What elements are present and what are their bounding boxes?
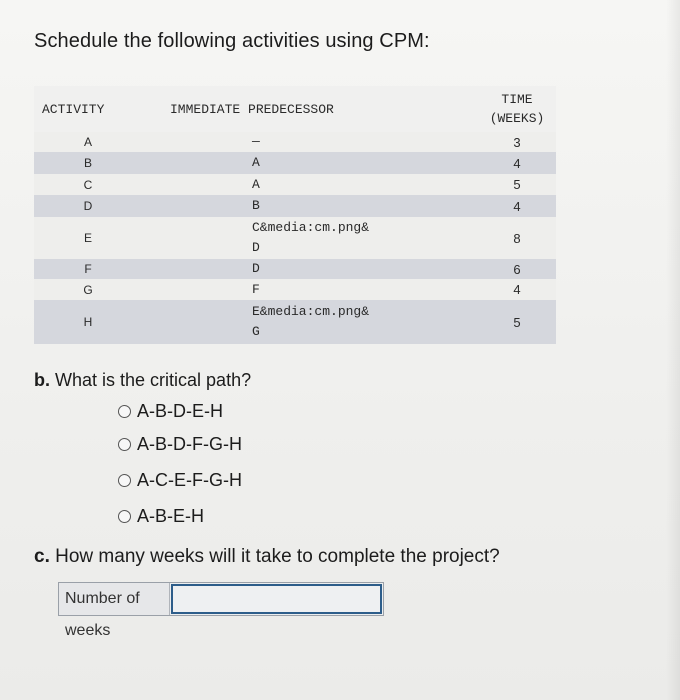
option-label: A-B-D-E-H (137, 400, 223, 421)
option-label: A-B-E-H (137, 505, 204, 526)
weeks-input-label: Number of weeks (59, 583, 170, 615)
question-c (34, 546, 500, 568)
question-b-label: b. (34, 370, 50, 390)
time-cell: 5 (513, 177, 521, 192)
activity-cell: B (83, 156, 92, 170)
cpm-table (34, 86, 556, 344)
dash: — (252, 134, 260, 149)
time-cell: 4 (513, 282, 521, 297)
activity-cell: G (83, 282, 93, 297)
time-cell: 6 (513, 261, 521, 277)
activity-cell: H (83, 315, 93, 329)
table-row (34, 217, 556, 259)
weeks-answer-field (58, 582, 384, 639)
weeks-input[interactable] (171, 584, 382, 614)
option-a-b-d-f-g-h[interactable] (118, 426, 242, 462)
predecessor-cell: A (252, 176, 260, 192)
predecessor-line: G (252, 324, 260, 339)
option-label: A-B-D-F-G-H (137, 433, 242, 454)
table-row (34, 300, 556, 344)
header-activity: ACTIVITY (42, 101, 105, 117)
predecessor-cell: F (252, 281, 260, 297)
predecessor-line: D (252, 240, 260, 255)
time-cell: 4 (513, 198, 521, 214)
table-row (34, 152, 556, 174)
question-c-label: c. (34, 546, 50, 567)
time-cell: 4 (513, 155, 521, 171)
radio-button[interactable] (118, 405, 131, 418)
option-a-c-e-f-g-h[interactable] (118, 462, 242, 498)
predecessor-cell: D (252, 261, 260, 276)
table-row (34, 259, 556, 279)
header-predecessor: IMMEDIATE PREDECESSOR (170, 101, 334, 117)
table-row (34, 132, 556, 152)
question-b-text: What is the critical path? (50, 370, 252, 390)
time-cell: 3 (513, 134, 521, 150)
predecessor-line: E⁠&media:cm.png⁠& (252, 304, 370, 319)
time-cell: 5 (513, 314, 521, 330)
option-a-b-d-e-h[interactable] (118, 396, 242, 426)
table-row (34, 174, 556, 195)
activity-cell: F (84, 262, 92, 276)
header-time-line2: (WEEKS) (489, 111, 545, 126)
header-time-line1: TIME (501, 92, 533, 107)
activity-cell: E (83, 231, 92, 245)
option-label: A-C-E-F-G-H (137, 469, 242, 490)
activity-cell: C (83, 177, 93, 192)
radio-button[interactable] (118, 510, 131, 523)
predecessor-cell: B (252, 198, 260, 213)
time-cell: 8 (513, 230, 521, 246)
predecessor-line: C⁠&media:cm.png⁠& (252, 220, 370, 235)
predecessor-cell: A (252, 155, 260, 170)
critical-path-options (118, 396, 242, 534)
option-a-b-e-h[interactable] (118, 498, 242, 534)
table-row (34, 195, 556, 217)
header-time (478, 90, 556, 128)
table-header (34, 86, 556, 132)
activity-cell: A (83, 135, 92, 149)
activity-cell: D (83, 199, 93, 213)
question-b (34, 370, 251, 391)
predecessor-cell (142, 218, 478, 258)
predecessor-cell (142, 302, 478, 342)
question-c-text: How many weeks will it take to complete the project? (49, 546, 500, 567)
radio-button[interactable] (118, 474, 131, 487)
table-row (34, 279, 556, 300)
question-title: Schedule the following activities using CPM: (34, 30, 430, 52)
radio-button[interactable] (118, 438, 131, 451)
predecessor-cell (142, 132, 478, 152)
scroll-edge (666, 0, 680, 700)
